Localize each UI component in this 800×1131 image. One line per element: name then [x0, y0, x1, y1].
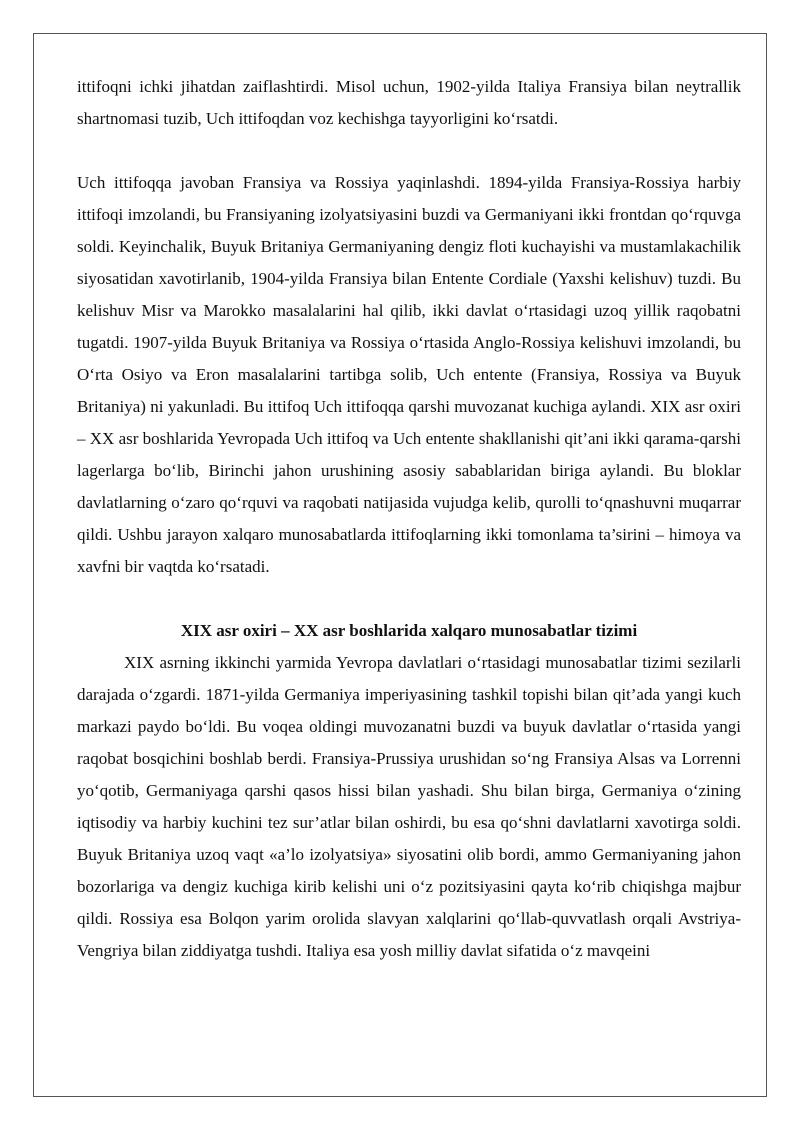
paragraph-international-relations: XIX asrning ikkinchi yarmida Yevropa davlatlari o‘rtasidagi munosabatlar tizimi sezilarli darajada o‘zgardi. 1871-yilda Germaniya imperiyasining tashkil topishi bilan qit’ada yangi kuch markazi paydo bo‘ldi. Bu voqea oldingi muvozanatni buzdi va buyuk davlatlar o‘rtasida yangi raqobat bosqichini boshlab berdi. Fransiya-Prussiya urushidan so‘ng Fransiya Alsas va Lorrenni yo‘qotib, Germaniyaga qarshi qasos hissi bilan yashadi. Shu bilan birga, Germaniya o‘zining iqtisodiy va harbiy kuchini tez sur’atlar bilan oshirdi, bu esa qo‘shni davlatlarni xavotirga soldi. Buyuk Britaniya uzoq vaqt «a’lo izolyatsiya» siyosatini olib bordi, ammo Germaniyaning jahon bozorlariga va dengiz kuchiga kirib kelishi uni o‘z pozitsiyasini qayta ko‘rib chiqishga majbur qildi. Rossiya esa Bolqon yarim orolida slavyan xalqlarini qo‘llab-quvvatlash orqali Avstriya-Vengriya bilan ziddiyatga tushdi. Italiya esa yosh milliy davlat sifatida o‘z mavqeini: [77, 653, 741, 960]
paragraph-continuation: ittifoqni ichki jihatdan zaiflashtirdi. Misol uchun, 1902-yilda Italiya Fransiya bilan neytrallik shartnomasi tuzib, Uch ittifoqdan voz kechishga tayyorligini ko‘rsatdi.: [77, 77, 741, 128]
paragraph-entente: Uch ittifoqqa javoban Fransiya va Rossiya yaqinlashdi. 1894-yilda Fransiya-Rossiya harbiy ittifoqi imzolandi, bu Fransiyaning izolyatsiyasini buzdi va Germaniyani ikki frontdan qo‘rquvga soldi. Keyinchalik, Buyuk Britaniya Germaniyaning dengiz floti kuchayishi va mustamlakachilik siyosatidan xavotirlanib, 1904-yilda Fransiya bilan Entente Cordiale (Yaxshi kelishuv) tuzdi. Bu kelishuv Misr va Marokko masalalarini hal qilib, ikki davlat o‘rtasidagi uzoq yillik raqobatni tugatdi. 1907-yilda Buyuk Britaniya va Rossiya o‘rtasida Anglo-Rossiya kelishuvi imzolandi, bu O‘rta Osiyo va Eron masalalarini tartibga solib, Uch entente (Fransiya, Rossiya va Buyuk Britaniya) ni yakunladi. Bu ittifoq Uch ittifoqqa qarshi muvozanat kuchiga aylandi. XIX asr oxiri – XX asr boshlarida Yevropada Uch ittifoq va Uch entente shakllanishi qit’ani ikki qarama-qarshi lagerlarga bo‘lib, Birinchi jahon urushining asosiy sabablaridan biriga aylandi. Bu bloklar davlatlarning o‘zaro qo‘rquvi va raqobati natijasida vujudga kelib, qurolli to‘qnashuvni muqarrar qildi. Ushbu jarayon xalqaro munosabatlarda ittifoqlarning ikki tomonlama ta’sirini – himoya va xavfni bir vaqtda ko‘rsatadi.: [77, 173, 741, 576]
section-heading: XIX asr oxiri – XX asr boshlarida xalqaro munosabatlar tizimi: [180, 621, 638, 640]
